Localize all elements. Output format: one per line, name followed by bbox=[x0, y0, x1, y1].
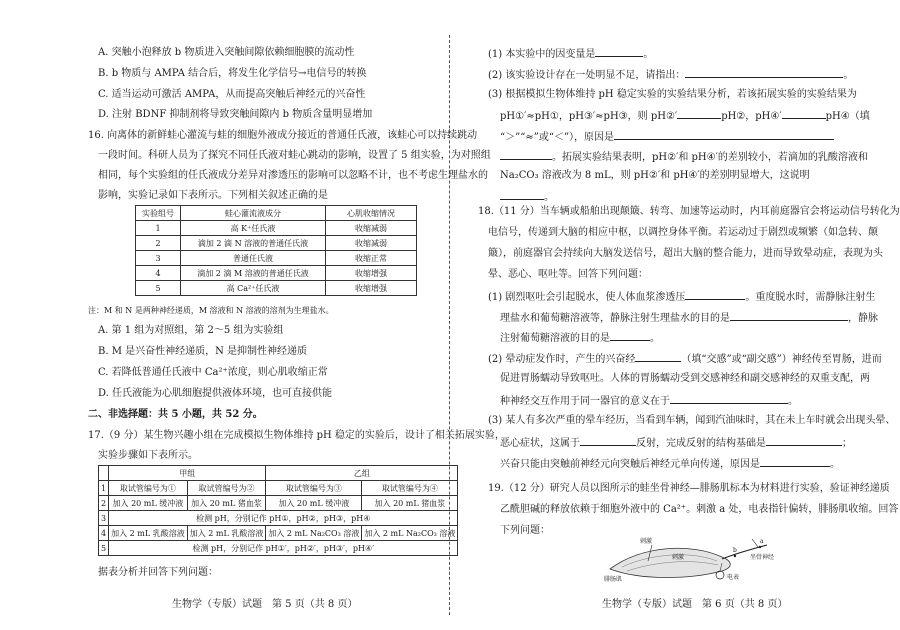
table-header: 心肌收缩情况 bbox=[326, 206, 417, 221]
label-stim-muscle: 刺激 bbox=[640, 538, 653, 545]
q18-text: 兴奋只能由突触前神经元向突触后神经元单向传递，原因是 bbox=[500, 459, 760, 470]
label-a: a bbox=[760, 538, 764, 545]
q19-stem-line: 19.（12 分）研究人员以图所示的蛙坐骨神经—腓肠肌标本为材料进行实验，验证神经递质 bbox=[488, 483, 890, 494]
q17-instruction: 据表分析并回答下列问题： bbox=[98, 567, 218, 578]
q16-stem-line: 影响，实验记录如下表所示。下列相关叙述正确的是 bbox=[98, 190, 328, 201]
table-cell: 加入 20 mL 缓冲液 bbox=[266, 496, 362, 511]
point-a bbox=[759, 546, 761, 548]
q17-sub1: (1) 本实验中的因变量是 。 bbox=[488, 46, 653, 61]
label-stim-nerve: 刺激 bbox=[672, 554, 685, 561]
table-row bbox=[99, 526, 458, 541]
q16-option-b: B. M 是兴奋性神经递质，N 是抑制性神经递质 bbox=[98, 346, 308, 357]
table-cell: 2 bbox=[136, 236, 181, 251]
table-cell: 3 bbox=[99, 511, 109, 526]
q18-sub3-line: 兴奋只能由突触前神经元向突触后神经元单向传递，原因是 。 bbox=[500, 456, 840, 471]
q15-option-c: C. 适当运动可激活 AMPA，从而提高突触后神经元的兴奋性 bbox=[98, 89, 366, 100]
table-cell: 5 bbox=[99, 541, 109, 556]
q17-stem-line: 17.（9 分）某生物兴趣小组在完成模拟生物体维持 pH 稳定的实验后，设计了相关拓展实验， bbox=[88, 430, 505, 441]
q17-sub3-line: 。 bbox=[500, 189, 554, 204]
table-cell: 加入 2 mL 乳酸溶液 bbox=[187, 526, 266, 541]
label-muscle: 腓肠肌 bbox=[604, 576, 623, 583]
answer-blank bbox=[670, 393, 788, 404]
label-sciatic: 坐骨神经 bbox=[750, 554, 775, 561]
meter-icon bbox=[716, 571, 724, 579]
q19-stem-line: 乙酰胆碱的释放依赖于细胞外液中的 Ca²⁺。刺激 a 处，电表指针偏转，腓肠肌收缩。回答 bbox=[500, 504, 899, 515]
table-header: 蛙心灌流液成分 bbox=[181, 206, 326, 221]
answer-blank bbox=[500, 149, 552, 160]
q17-sub3-line bbox=[500, 108, 870, 123]
nerve-muscle-figure bbox=[602, 535, 775, 583]
table-cell: 收缩增强 bbox=[326, 281, 417, 296]
table-row bbox=[99, 541, 458, 556]
q17-table bbox=[98, 465, 458, 556]
table-row bbox=[136, 281, 417, 296]
label-b: b bbox=[733, 547, 737, 554]
q16-table bbox=[135, 205, 417, 296]
q16-stem-line: 一段时间。科研人员为了探究不同任氏液对蛙心跳动的影响，设置了 5 组实验，为对照组 bbox=[98, 150, 491, 161]
table-cell: 加入 2 mL Na₂CO₃ 溶液 bbox=[266, 526, 362, 541]
q15-option-b: B. b 物质与 AMPA 结合后，将发生化学信号→电信号的转换 bbox=[98, 68, 367, 79]
table-row bbox=[99, 511, 458, 526]
q18-sub3: (3) 某人有多次严重的晕车经历，当看到车辆，闻到汽油味时，其在未上车时就会出现头晕、 bbox=[488, 415, 896, 426]
table-cell: 取试管编号为① bbox=[109, 481, 188, 496]
table-header: 实验组号 bbox=[136, 206, 181, 221]
q17-sub3-text: 。拓展实验结果表明，pH②′和 pH④′的差别较小，若滴加的乳酸溶液和 bbox=[552, 152, 868, 163]
q18-sub2-line: 种神经交互作用于同一器官的意义在于 。 bbox=[500, 393, 798, 408]
q16-option-a: A. 第 1 组为对照组，第 2～5 组为实验组 bbox=[98, 325, 284, 336]
q19-stem-line: 下列问题： bbox=[500, 525, 550, 536]
table-row bbox=[99, 481, 458, 496]
q16-note: 注：M 和 N 是两种神经递质，M 溶液和 N 溶液的溶剂为生理盐水。 bbox=[88, 306, 334, 315]
point-b bbox=[734, 555, 736, 557]
answer-blank bbox=[635, 351, 681, 362]
answer-blank bbox=[595, 46, 643, 57]
q17-sub3-text: pH①′≈pH①，pH③′≈pH③，则 pH②′ bbox=[500, 111, 678, 122]
q18-text: 注射葡萄糖溶液的目的是 bbox=[500, 333, 610, 344]
q18-sub2-line: 促进胃肠蠕动导致呕吐。人体的胃肠蠕动受到交感神经和副交感神经的双重支配，两 bbox=[500, 373, 870, 384]
q18-text: (2) 晕动症发作时，产生的兴奋经 bbox=[488, 354, 636, 365]
page-footer: 生物学（专版）试题 第 5 页（共 8 页） bbox=[172, 599, 358, 610]
q17-sub3: (3) 根据模拟生物体维持 pH 稳定实验的实验结果分析，若该拓展实验的实验结果为 bbox=[488, 89, 857, 100]
q18-sub1-line: 注射葡萄糖溶液的目的是 。 bbox=[500, 330, 660, 345]
answer-blank bbox=[685, 67, 843, 78]
table-cell: 普通任氏液 bbox=[181, 251, 326, 266]
q17-sub1-text: (1) 本实验中的因变量是 bbox=[488, 49, 596, 60]
label-meter: 电表 bbox=[727, 574, 740, 581]
q17-sub3-text: “＞”“≈”或“＜”），原因是 bbox=[500, 132, 615, 143]
q18-text: ，静脉 bbox=[848, 313, 878, 324]
group-yi: 乙组 bbox=[266, 466, 458, 481]
table-cell: 取试管编号为③ bbox=[266, 481, 362, 496]
q16-option-d: D. 任氏液能为心肌细胞提供液体环境，也可直接供能 bbox=[98, 388, 333, 399]
answer-blank bbox=[610, 330, 650, 341]
table-cell: 收缩正常 bbox=[326, 251, 417, 266]
q16-stem-line: 相同，每个实验组的任氏液成分差异对渗透压的影响可以忽略不计，也不考虑生理盐水的 bbox=[98, 170, 488, 181]
table-cell: 4 bbox=[99, 526, 109, 541]
q18-text: 种神经交互作用于同一器官的意义在于 bbox=[500, 396, 670, 407]
table-cell: 检测 pH，分别记作 pH①，pH②，pH③，pH④ bbox=[109, 511, 458, 526]
answer-blank bbox=[614, 129, 834, 140]
group-jia: 甲组 bbox=[109, 466, 266, 481]
table-row bbox=[136, 251, 417, 266]
answer-blank bbox=[730, 310, 848, 321]
table-row bbox=[136, 221, 417, 236]
q15-option-a: A. 突触小泡释放 b 物质进入突触间隙依赖细胞膜的流动性 bbox=[98, 47, 355, 58]
table-cell: 取试管编号为④ bbox=[362, 481, 458, 496]
q17-sub3-text: pH④（填 bbox=[825, 111, 870, 122]
q18-text: (1) 剧烈呕吐会引起脱水，使人体血浆渗透压 bbox=[488, 292, 686, 303]
q18-text: 理盐水和葡萄糖溶液等，静脉注射生理盐水的目的是 bbox=[500, 313, 730, 324]
answer-blank bbox=[760, 456, 830, 467]
table-cell: 1 bbox=[136, 221, 181, 236]
table-row bbox=[136, 236, 417, 251]
section-heading: 二、非选择题：共 5 小题，共 52 分。 bbox=[88, 409, 263, 420]
q18-text: （填“交感”或“副交感”）神经传至胃肠，进而 bbox=[681, 354, 882, 365]
q18-stem-line: 18.（11 分）当车辆或船舶出现颠簸、转弯、加速等运动时，内耳前庭器官会将运动信号转化为 bbox=[478, 206, 900, 217]
table-cell: 滴加 2 滴 N 溶液的普通任氏液 bbox=[181, 236, 326, 251]
table-cell: 滴加 2 滴 M 溶液的普通任氏液 bbox=[181, 266, 326, 281]
table-cell: 5 bbox=[136, 281, 181, 296]
answer-blank bbox=[782, 108, 826, 119]
table-row bbox=[136, 266, 417, 281]
q17-sub3-line bbox=[500, 149, 868, 164]
gastrocnemius-muscle bbox=[610, 548, 730, 577]
table-cell: 加入 2 mL 乳酸溶液 bbox=[109, 526, 188, 541]
q18-sub2 bbox=[488, 351, 882, 366]
q17-sub3-text: pH②，pH④′ bbox=[721, 111, 782, 122]
table-cell: 收缩增强 bbox=[326, 266, 417, 281]
table-cell: 加入 20 mL 缓冲液 bbox=[109, 496, 188, 511]
table-cell: 取试管编号为② bbox=[187, 481, 266, 496]
table-cell: 高 Ca²⁺任氏液 bbox=[181, 281, 326, 296]
table-cell: 3 bbox=[136, 251, 181, 266]
answer-blank bbox=[500, 189, 544, 200]
table-row bbox=[99, 496, 458, 511]
table-cell: 加入 20 mL 猪血浆 bbox=[187, 496, 266, 511]
table-cell: 高 K⁺任氏液 bbox=[181, 221, 326, 236]
table-cell: 2 bbox=[99, 496, 109, 511]
q18-text: 反射，完成反射的结构基础是 bbox=[636, 438, 766, 449]
q16-option-c: C. 若降低普通任氏液中 Ca²⁺浓度，则心肌收缩正常 bbox=[98, 367, 328, 378]
q16-stem-line: 16. 向离体的新鲜蛙心灌流与蛙的细胞外液成分接近的普通任氏液，该蛙心可以持续跳动 bbox=[88, 130, 478, 141]
table-cell: 检测 pH，分别记作 pH①′，pH②′，pH③′，pH④′ bbox=[109, 541, 458, 556]
answer-blank bbox=[766, 435, 842, 446]
table-cell: 1 bbox=[99, 481, 109, 496]
q15-option-d: D. 注射 BDNF 抑制剂将导致突触间隙内 b 物质含量明显增加 bbox=[98, 109, 373, 120]
q18-sub1 bbox=[488, 289, 875, 304]
table-cell: 收缩减弱 bbox=[326, 221, 417, 236]
page-footer: 生物学（专版）试题 第 6 页（共 8 页） bbox=[602, 599, 788, 610]
q18-sub3-line: 恶心症状，这属于 反射，完成反射的结构基础是 ； bbox=[500, 435, 852, 450]
q17-sub2: (2) 该实验设计存在一处明显不足，请指出： 。 bbox=[488, 67, 853, 82]
q17-sub3-line bbox=[500, 129, 834, 144]
q18-stem-line: 晕、恶心、呕吐等。回答下列问题： bbox=[488, 269, 648, 280]
q17-sub2-text: (2) 该实验设计存在一处明显不足，请指出： bbox=[488, 70, 686, 81]
q18-sub1-line bbox=[500, 310, 878, 325]
answer-blank bbox=[677, 108, 721, 119]
table-cell: 加入 20 mL 猪血浆 bbox=[362, 496, 458, 511]
q18-stem-line: 簸），前庭器官会持续向大脑发送信号，超出大脑的整合能力，进而导致晕动症，表现为头 bbox=[488, 248, 883, 259]
table-cell: 收缩减弱 bbox=[326, 236, 417, 251]
table-cell: 4 bbox=[136, 266, 181, 281]
q17-sub3-line: Na₂CO₃ 溶液改为 8 mL，则 pH②′和 pH④′的差别明显增大，这说明 bbox=[500, 170, 810, 181]
right-page bbox=[452, 0, 900, 630]
table-cell: 加入 2 mL Na₂CO₃ 溶液 bbox=[362, 526, 458, 541]
q17-stem-line: 实验步骤如下表所示。 bbox=[98, 450, 198, 461]
q18-text: 恶心症状，这属于 bbox=[500, 438, 580, 449]
q18-stem-line: 电信号，传递到大脑的相应中枢，以调控身体平衡。若运动过于剧烈或频繁（如急转、颠 bbox=[488, 227, 878, 238]
q18-text: 。重度脱水时，需静脉注射生 bbox=[745, 292, 876, 303]
answer-blank bbox=[580, 435, 636, 446]
answer-blank bbox=[685, 289, 745, 300]
